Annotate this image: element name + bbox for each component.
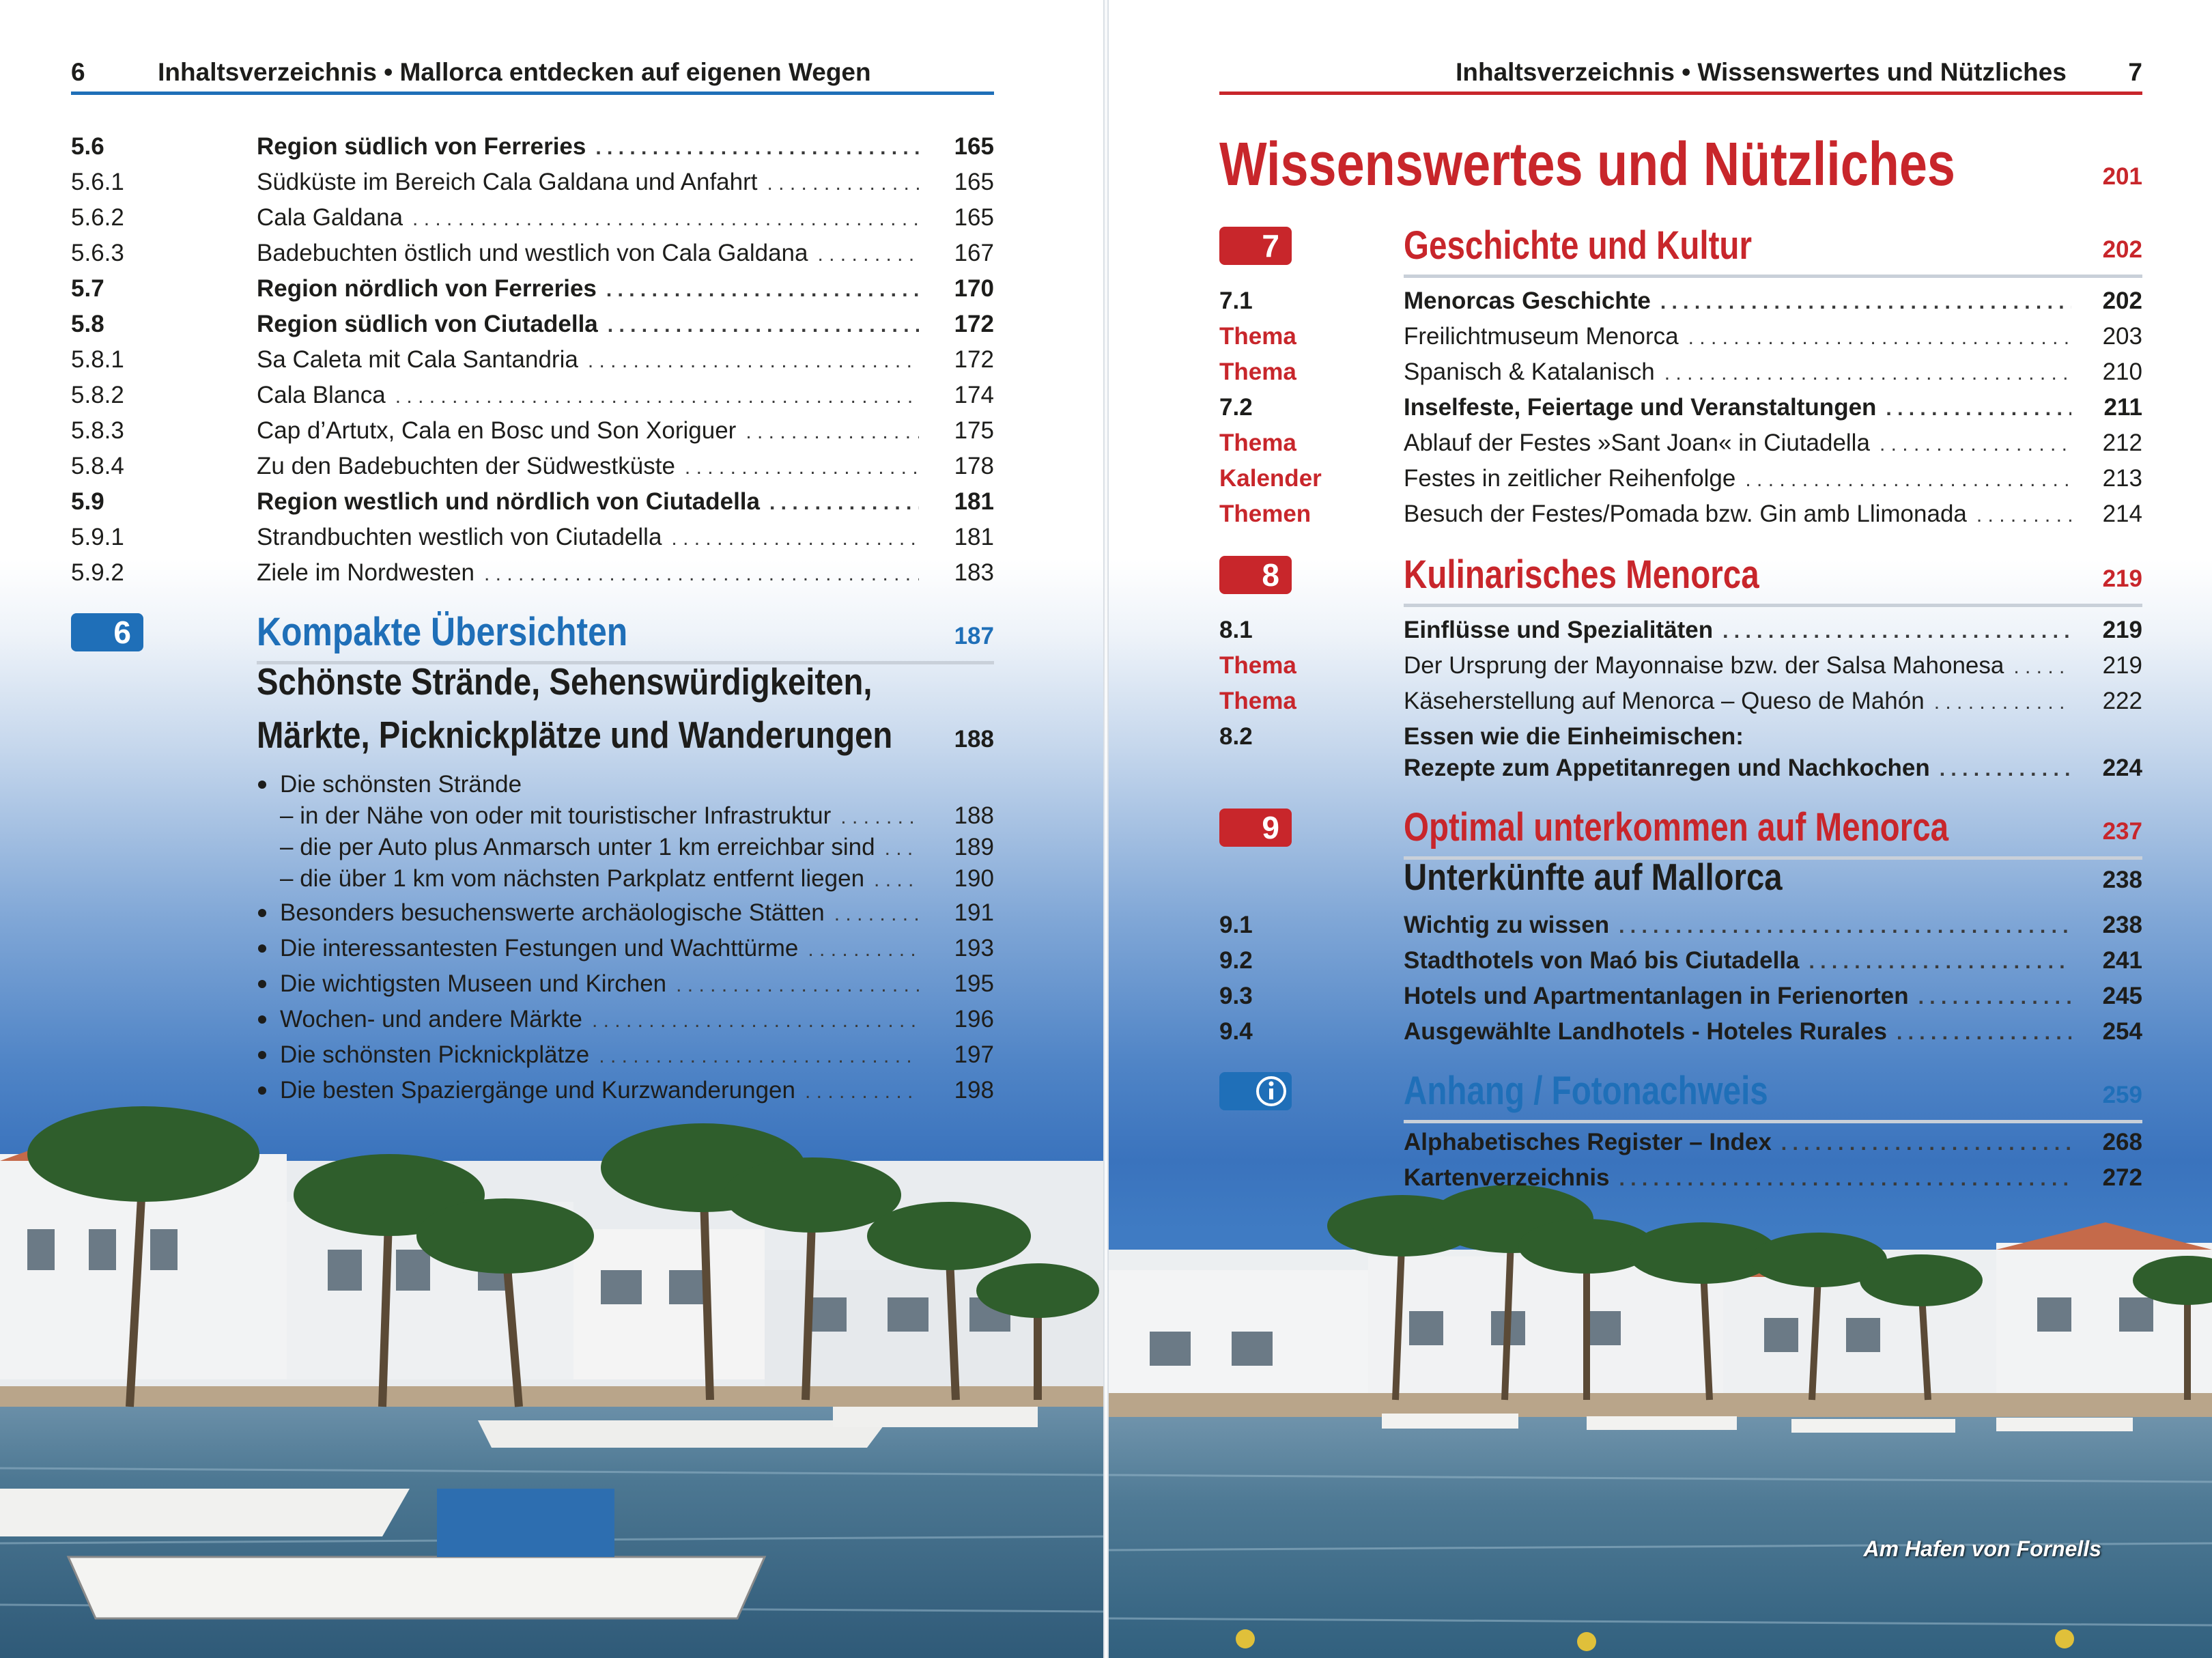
toc-entry-label: – in der Nähe von oder mit touristischer Infrastruktur — [280, 802, 832, 829]
toc-entry[interactable] — [71, 556, 994, 590]
leader-dots — [395, 378, 919, 414]
toc-entry-number: 5.9.1 — [71, 524, 124, 550]
toc-entry-label: Die interessantesten Festungen und Wachttürme — [280, 935, 799, 961]
toc-entry-page: 190 — [954, 865, 994, 892]
chapter-page: 259 — [2102, 1082, 2142, 1108]
toc-entry-number: 7.1 — [1219, 287, 1253, 314]
toc-entry-page: 214 — [2102, 501, 2142, 527]
bullet-dot — [258, 1086, 266, 1095]
toc-entry[interactable] — [280, 1073, 994, 1108]
leader-dots — [676, 967, 919, 1002]
toc-entry-page: 172 — [954, 346, 994, 373]
leader-dots — [817, 236, 919, 272]
toc-entry-number: 5.6.1 — [71, 169, 124, 195]
leader-dots — [2013, 649, 2071, 684]
toc-entry-label: Cala Galdana — [257, 204, 403, 231]
leader-dots — [606, 272, 919, 307]
toc-entry-page: 211 — [2103, 394, 2142, 421]
subhead-line-2: Märkte, Picknickplätze und Wanderungen — [257, 714, 893, 756]
toc-entry-page: 241 — [2102, 947, 2142, 974]
toc-entry[interactable] — [71, 414, 994, 448]
bullet-dot — [258, 944, 266, 953]
toc-entry[interactable] — [71, 201, 994, 235]
leader-dots — [1880, 426, 2071, 462]
toc-entry-label: Die besten Spaziergänge und Kurzwanderungen — [280, 1077, 795, 1104]
toc-entry-number: 5.6 — [71, 133, 104, 160]
toc-entry[interactable] — [1219, 462, 2142, 496]
toc-entry-number: 9.3 — [1219, 983, 1253, 1009]
leader-dots — [808, 931, 919, 967]
page-number: 7 — [2128, 58, 2142, 86]
toc-entry-page: 245 — [2102, 983, 2142, 1009]
toc-entry-number: 5.9.2 — [71, 559, 124, 586]
chapter-rule — [1404, 604, 2142, 607]
leader-dots — [595, 130, 919, 165]
toc-entry-label: Ziele im Nordwesten — [257, 559, 474, 586]
toc-entry-label: Cala Blanca — [257, 382, 386, 408]
toc-entry-label: Spanisch & Katalanisch — [1404, 359, 1655, 385]
leader-dots — [746, 414, 919, 449]
toc-entry[interactable] — [71, 378, 994, 412]
toc-entry[interactable] — [71, 520, 994, 554]
toc-entry-page: 172 — [954, 311, 994, 337]
toc-entry-label: Die schönsten Picknickplätze — [280, 1041, 590, 1068]
toc-entry[interactable] — [1219, 944, 2142, 978]
toc-entry[interactable] — [1219, 1125, 2142, 1160]
toc-entry-page: 272 — [2102, 1164, 2142, 1191]
toc-entry-label: Region westlich und nördlich von Ciutadella — [257, 488, 760, 515]
toc-entry-number: Thema — [1219, 359, 1296, 385]
toc-entry-label: Käseherstellung auf Menorca – Queso de Mahón — [1404, 688, 1925, 714]
chapter-title: Anhang / Fotonachweis — [1404, 1069, 1768, 1113]
toc-entry[interactable] — [1219, 355, 2142, 389]
leader-dots — [599, 1038, 919, 1073]
leader-dots — [874, 862, 919, 897]
chapter-header[interactable] — [1219, 803, 2142, 855]
toc-entry-label: Region nördlich von Ferreries — [257, 275, 597, 302]
toc-entry[interactable] — [1219, 284, 2142, 318]
toc-entry-number: Thema — [1219, 323, 1296, 350]
toc-entry[interactable] — [1219, 426, 2142, 460]
running-head-title: Inhaltsverzeichnis • Mallorca entdecken auf eigenen Wegen — [158, 58, 871, 86]
toc-entry[interactable] — [280, 1038, 994, 1072]
toc-entry-page: 197 — [954, 1041, 994, 1068]
bullet-dot — [258, 909, 266, 917]
bullet-dot — [258, 781, 266, 789]
toc-entry-number: Kalender — [1219, 465, 1322, 492]
toc-entry-page: 238 — [2102, 912, 2142, 938]
toc-entry-label: Stadthotels von Maó bis Ciutadella — [1404, 947, 1800, 974]
section-title: Wissenswertes und Nützliches — [1219, 130, 1955, 199]
subhead-line-1: Schönste Strände, Sehenswürdigkeiten, — [257, 660, 873, 703]
toc-entry[interactable] — [1219, 684, 2142, 718]
toc-entry-number: 8.2 — [1219, 723, 1253, 750]
toc-entry-page: 178 — [954, 453, 994, 479]
toc-entry-page: 210 — [2102, 359, 2142, 385]
toc-entry-number: 5.6.2 — [71, 204, 124, 231]
toc-entry[interactable] — [71, 272, 994, 306]
toc-entry-label: Ausgewählte Landhotels - Hoteles Rurales — [1404, 1018, 1887, 1045]
toc-entry-label: Ablauf der Festes »Sant Joan« in Ciutadella — [1404, 430, 1870, 456]
running-head — [1219, 53, 2142, 95]
chapter-rule — [1404, 1120, 2142, 1123]
toc-entry-number: 5.8.3 — [71, 417, 124, 444]
toc-entry-page: 165 — [954, 169, 994, 195]
toc-entry[interactable] — [71, 130, 994, 164]
toc-entry-label: Zu den Badebuchten der Südwestküste — [257, 453, 675, 479]
toc-entry-number: 9.4 — [1219, 1018, 1253, 1045]
toc-entry[interactable] — [1219, 320, 2142, 354]
leader-dots — [1745, 462, 2071, 497]
toc-entry-page: 212 — [2102, 430, 2142, 456]
toc-entry[interactable] — [1219, 613, 2142, 647]
toc-entry[interactable] — [1404, 751, 2142, 785]
chapter-6-header[interactable] — [71, 608, 994, 660]
toc-entry-page: 219 — [2102, 617, 2142, 643]
toc-entry[interactable] — [1219, 649, 2142, 683]
toc-entry-page: 224 — [2102, 755, 2142, 781]
toc-entry[interactable] — [1219, 908, 2142, 942]
left-page — [0, 0, 1103, 1658]
toc-entry-number: 5.8 — [71, 311, 104, 337]
bullet-dot — [258, 1015, 266, 1024]
toc-entry[interactable] — [71, 343, 994, 377]
toc-entry-page: 213 — [2102, 465, 2142, 492]
toc-entry-label: Einflüsse und Spezialitäten — [1404, 617, 1714, 643]
toc-entry-number: Themen — [1219, 501, 1311, 527]
toc-entry-label: Die wichtigsten Museen und Kirchen — [280, 970, 667, 997]
leader-dots — [834, 896, 919, 931]
bullet-dot — [258, 1051, 266, 1059]
leader-dots — [1722, 613, 2071, 649]
toc-entry-number: 9.2 — [1219, 947, 1253, 974]
leader-dots — [1664, 355, 2071, 391]
toc-entry-page: 183 — [954, 559, 994, 586]
toc-entry-page: 188 — [954, 802, 994, 829]
running-head — [71, 53, 994, 95]
toc-entry-number: 5.8.4 — [71, 453, 124, 479]
chapter-badge: 7 — [1219, 227, 1292, 265]
toc-entry-label: Hotels und Apartmentanlagen in Ferienorten — [1404, 983, 1909, 1009]
toc-entry-label: Besonders besuchenswerte archäologische Stätten — [280, 899, 825, 926]
toc-entry-page: 268 — [2102, 1129, 2142, 1155]
toc-entry-label: Region südlich von Ciutadella — [257, 311, 598, 337]
toc-entry-page: 174 — [954, 382, 994, 408]
toc-entry[interactable] — [71, 449, 994, 483]
toc-entry-label: Kartenverzeichnis — [1404, 1164, 1610, 1191]
chapter-title: Kompakte Übersichten — [257, 610, 628, 654]
toc-entry-label: Freilichtmuseum Menorca — [1404, 323, 1679, 350]
bullet-dot — [258, 980, 266, 988]
subhead: Unterkünfte auf Mallorca — [1404, 856, 1783, 898]
chapter-title: Geschichte und Kultur — [1404, 223, 1753, 268]
leader-dots — [1886, 391, 2071, 426]
toc-entry-label[interactable]: Essen wie die Einheimischen: — [1404, 723, 1744, 750]
toc-entry-page: 195 — [954, 970, 994, 997]
toc-entry-label: Rezepte zum Appetitanregen und Nachkochen — [1404, 755, 1930, 781]
toc-entry[interactable] — [1219, 497, 2142, 531]
toc-entry[interactable] — [71, 307, 994, 341]
leader-dots — [608, 307, 919, 343]
toc-entry-number: 5.9 — [71, 488, 104, 515]
toc-entry-page: 219 — [2102, 652, 2142, 679]
leader-dots — [592, 1002, 919, 1038]
leader-dots — [885, 830, 919, 866]
toc-entry[interactable] — [1219, 979, 2142, 1013]
toc-entry-label: Südküste im Bereich Cala Galdana und Anfahrt — [257, 169, 758, 195]
toc-entry-page: 196 — [954, 1006, 994, 1032]
toc-entry-page: 167 — [954, 240, 994, 266]
leader-dots — [1976, 497, 2071, 533]
chapter-badge: 6 — [71, 613, 143, 651]
chapter-title: Kulinarisches Menorca — [1404, 552, 1759, 597]
toc-entry[interactable] — [1219, 1015, 2142, 1049]
toc-entry-label: Badebuchten östlich und westlich von Cala Galdana — [257, 240, 808, 266]
chapter-header[interactable] — [1219, 1067, 2142, 1119]
toc-entry-label: Inselfeste, Feiertage und Veranstaltungen — [1404, 394, 1877, 421]
right-page — [1109, 0, 2212, 1658]
leader-dots — [1940, 751, 2071, 787]
bullet-heading[interactable]: Die schönsten Strände — [280, 771, 522, 798]
photo-caption: Am Hafen von Fornells — [1863, 1536, 2101, 1561]
toc-entry-page: 165 — [954, 133, 994, 160]
toc-entry-page: 222 — [2102, 688, 2142, 714]
toc-entry-page: 198 — [954, 1077, 994, 1104]
toc-entry-number: 7.2 — [1219, 394, 1253, 421]
leader-dots — [1781, 1125, 2071, 1161]
toc-entry-number: 5.8.1 — [71, 346, 124, 373]
chapter-badge: 8 — [1219, 556, 1292, 594]
subhead-page: 238 — [2102, 867, 2142, 893]
leader-dots — [840, 799, 919, 834]
toc-entry-number: Thema — [1219, 430, 1296, 456]
chapter-page: 237 — [2102, 818, 2142, 845]
toc-entry[interactable] — [280, 862, 994, 896]
toc-entry-label: Cap d’Artutx, Cala en Bosc und Son Xoriguer — [257, 417, 737, 444]
toc-entry[interactable] — [280, 830, 994, 865]
toc-entry-label: – die über 1 km vom nächsten Parkplatz entfernt liegen — [280, 865, 865, 892]
leader-dots — [805, 1073, 919, 1109]
leader-dots — [1809, 944, 2071, 979]
chapter-title: Optimal unterkommen auf Menorca — [1404, 805, 1949, 849]
toc-entry-label: – die per Auto plus Anmarsch unter 1 km erreichbar sind — [280, 834, 875, 860]
leader-dots — [588, 343, 919, 378]
running-head-title: Inhaltsverzeichnis • Wissenswertes und Nützliches — [1456, 58, 2067, 86]
toc-entry-number: 5.6.3 — [71, 240, 124, 266]
info-circle-icon — [1219, 1072, 1292, 1110]
toc-entry-label: Alphabetisches Register – Index — [1404, 1129, 1772, 1155]
toc-entry-number: 5.8.2 — [71, 382, 124, 408]
leader-dots — [767, 165, 920, 201]
toc-entry-label: Strandbuchten westlich von Ciutadella — [257, 524, 662, 550]
toc-entry-page: 189 — [954, 834, 994, 860]
toc-entry-label: Menorcas Geschichte — [1404, 287, 1651, 314]
toc-entry[interactable] — [280, 967, 994, 1001]
toc-entry-label: Region südlich von Ferreries — [257, 133, 586, 160]
toc-entry-number: Thema — [1219, 688, 1296, 714]
toc-entry-page: 170 — [954, 275, 994, 302]
toc-entry-page: 203 — [2102, 323, 2142, 350]
chapter-page: 202 — [2102, 236, 2142, 263]
toc-entry-number: Thema — [1219, 652, 1296, 679]
leader-dots — [1918, 979, 2071, 1015]
toc-entry-page: 254 — [2102, 1018, 2142, 1045]
leader-dots — [1688, 320, 2071, 355]
toc-entry[interactable] — [280, 1002, 994, 1037]
leader-dots — [1619, 1161, 2071, 1196]
book-gutter — [1103, 0, 1109, 1658]
chapter-rule — [1404, 275, 2142, 278]
chapter-page: 187 — [954, 623, 994, 649]
toc-entry-page: 191 — [954, 899, 994, 926]
toc-entry-page: 165 — [954, 204, 994, 231]
leader-dots — [685, 449, 919, 485]
toc-entry-number: 9.1 — [1219, 912, 1253, 938]
toc-entry-label: Wochen- und andere Märkte — [280, 1006, 582, 1032]
toc-entry-label: Besuch der Festes/Pomada bzw. Gin amb Llimonada — [1404, 501, 1967, 527]
chapter-page: 219 — [2102, 565, 2142, 592]
toc-entry[interactable] — [71, 165, 994, 199]
page-number: 6 — [71, 58, 85, 86]
toc-entry-number: 8.1 — [1219, 617, 1253, 643]
toc-entry-page: 181 — [954, 488, 994, 515]
section-title-page: 201 — [2102, 163, 2142, 190]
leader-dots — [1897, 1015, 2071, 1050]
toc-entry-label: Festes in zeitlicher Reihenfolge — [1404, 465, 1736, 492]
toc-entry[interactable] — [280, 799, 994, 833]
subhead-page: 188 — [954, 726, 994, 753]
toc-entry-label: Der Ursprung der Mayonnaise bzw. der Salsa Mahonesa — [1404, 652, 2004, 679]
toc-entry-number: 5.7 — [71, 275, 104, 302]
toc-entry[interactable] — [1219, 391, 2142, 425]
chapter-header[interactable] — [1219, 221, 2142, 273]
toc-entry-page: 202 — [2102, 287, 2142, 314]
leader-dots — [484, 556, 919, 591]
toc-entry[interactable] — [71, 236, 994, 270]
leader-dots — [671, 520, 919, 556]
toc-entry-page: 193 — [954, 935, 994, 961]
toc-entry[interactable] — [280, 931, 994, 966]
leader-dots — [1934, 684, 2071, 720]
leader-dots — [1619, 908, 2071, 944]
toc-entry-label: Wichtig zu wissen — [1404, 912, 1610, 938]
toc-entry-page: 175 — [954, 417, 994, 444]
chapter-header[interactable] — [1219, 550, 2142, 602]
toc-entry[interactable] — [71, 485, 994, 519]
toc-entry[interactable] — [280, 896, 994, 930]
toc-entry-page: 181 — [954, 524, 994, 550]
leader-dots — [1660, 284, 2071, 320]
chapter-badge: 9 — [1219, 809, 1292, 847]
leader-dots — [769, 485, 919, 520]
toc-entry-label: Sa Caleta mit Cala Santandria — [257, 346, 578, 373]
leader-dots — [412, 201, 919, 236]
toc-entry[interactable] — [1219, 1161, 2142, 1195]
